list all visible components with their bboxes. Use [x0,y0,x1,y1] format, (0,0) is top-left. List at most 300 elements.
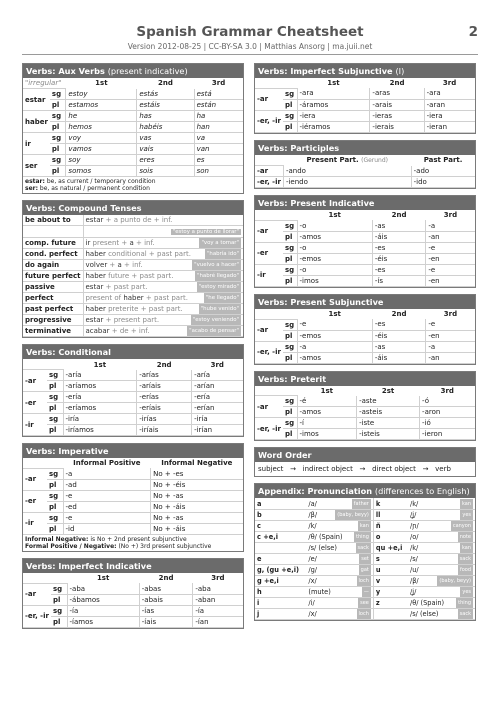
table-row [23,425,243,436]
example-word: loch [358,577,369,584]
sound-cell [408,597,475,608]
column-header: 2nd [391,211,407,220]
formula-part: inf. [161,216,173,225]
table-row [23,166,243,177]
page-header [22,24,478,56]
phoneme: /ɡ/ [308,565,318,574]
pronunciation-table [255,498,475,620]
letter-cell: ñ [373,520,408,531]
example-word: father [353,500,369,507]
column-header: 1st [320,386,333,395]
formula-part: + de + inf. [109,327,150,336]
phoneme: /β/ [409,576,419,585]
row-group-label: -ar [255,88,283,110]
number-label: sg [283,319,297,330]
number-label: sg [50,133,66,144]
column-header: Present Part. (Gerund) [306,155,389,164]
formula-part: a [129,239,134,248]
section-title: Verbs: Imperative [23,444,243,458]
letter-cell [255,542,306,553]
conjugation-cell: -é [297,396,357,407]
example-cell [83,226,243,238]
row-group-label: -er, -ir [255,341,283,363]
table-row [255,597,475,608]
conditional-body [23,370,243,436]
number-label: pl [283,253,297,264]
phoneme: /s/ (else) [308,543,337,552]
conjugation-cell: -ería [63,392,137,403]
formula-part: + past part. [103,283,148,292]
table-row [255,509,475,520]
participle-cell: -iendo [283,177,411,188]
conjugation-cell: -abas [139,583,193,594]
formula-part: estar [85,316,104,325]
table-row [23,260,243,271]
present-subjunctive-table [255,309,475,364]
letter-cell: g, (gu +e,i) [255,564,306,575]
number-label: sg [51,605,67,616]
tense-name: future perfect [23,271,83,282]
number-label: sg [50,155,66,166]
participle-cell: -ando [283,166,411,177]
letter-cell: o [373,531,408,542]
formula-part: conditional + past part. [105,250,191,259]
example-word: (baby, beyy) [337,511,369,518]
row-group-label: -er, -ir [255,110,283,132]
number-label: sg [283,88,297,99]
section-title: Word Order [255,448,475,462]
conjugation-cell: -aron [420,407,475,418]
conjugation-cell: eres [137,155,194,166]
conjugation-cell: -abais [139,594,193,605]
conjugation-cell: -aba [193,583,243,594]
table-row [23,271,243,282]
row-group-label: -er [255,242,283,264]
sound-cell [306,575,373,586]
sound-cell [306,520,373,531]
imperative-section [22,443,244,552]
table-row [255,220,475,231]
tense-name: past perfect [23,304,83,315]
example-word: thing [458,599,471,606]
formula-part: future + past part. [105,272,174,281]
sound-cell [306,608,373,619]
number-label: sg [47,370,63,381]
formula-part: ir [85,239,91,248]
conjugation-cell: No + -as [151,512,243,523]
row-group-label: -er [23,392,47,414]
formula-part: a [117,261,122,270]
example-badge: "vuelvo a hacer" [194,262,239,269]
conjugation-cell: -o [297,220,372,231]
conjugation-cell: -es [372,242,425,253]
conjugation-cell: -e [426,242,475,253]
example-badge: "habré llegado" [197,273,239,280]
phoneme: /β/ [308,510,318,519]
example-word: (baby, beyy) [439,577,471,584]
letter-cell: v [373,575,408,586]
sound-cell [408,553,475,564]
conjugation-cell: estoy [66,89,137,100]
table-row [23,315,243,326]
imperfect-indicative-section [22,558,244,629]
example-word: sack [459,610,471,617]
number-label: pl [47,479,63,490]
row-group-label: -er, -ir [255,177,283,188]
table-row [255,498,475,509]
number-label: pl [283,352,297,363]
row-group-label: ir [23,133,50,155]
conjugation-cell: -aría [192,370,243,381]
formula-part: volver [85,261,108,270]
conjugation-cell: es [194,155,243,166]
table-row [255,231,475,242]
sound-cell [306,597,373,608]
example-word: see [360,599,369,606]
table-row [23,616,243,627]
conjugation-cell: -áis [372,231,425,242]
table-row [255,264,475,275]
table-row [23,89,243,100]
letter-cell: qu +e,i [373,542,408,553]
conjugation-cell: -íais [139,616,193,627]
header-divider [22,54,478,55]
conjugation-cell: -í [297,418,357,429]
conjugation-cell: -o [297,264,372,275]
conjugation-cell: -irías [137,414,192,425]
conjugation-cell: -aríamos [63,381,137,392]
conjugation-cell: -id [63,523,151,534]
conjugation-cell: -a [297,341,372,352]
tense-name: progressive [23,315,83,326]
table-row [23,414,243,425]
column-header: Past Part. [423,156,463,165]
conjugation-cell: -ías [139,605,193,616]
formula-part: + present part. [103,316,160,325]
table-row [255,88,475,99]
conjugation-cell: No + -es [151,468,243,479]
table-row [23,249,243,260]
conjugation-cell: -an [426,231,475,242]
example-word: yes [462,511,471,518]
tense-formula [83,293,243,304]
conjugation-cell: he [66,111,137,122]
table-row [23,501,243,512]
conjugation-cell: -eríamos [63,403,137,414]
formula-part: + [107,261,118,270]
column-header: 3rd [211,574,225,583]
section-title: Verbs: Preterit [255,372,475,386]
tense-name: terminative [23,326,83,337]
row-group-label: -ar [23,468,47,490]
phoneme: (mute) [308,587,331,596]
present-indicative-table [255,210,475,287]
table-row [23,133,243,144]
conjugation-cell: -emos [297,330,372,341]
present-subjunctive-section [254,294,476,365]
letter-cell: ll [373,509,408,520]
conjugation-cell: -e [63,512,151,523]
letter-cell: k [373,498,408,509]
example-badge: "hube venido" [200,306,239,313]
conjugation-cell: vamos [66,144,137,155]
conjugation-cell: -ieras [370,110,424,121]
table-row [23,392,243,403]
number-label: pl [47,403,63,414]
conjugation-cell: -iera [424,110,475,121]
phoneme: /ɲ/ [409,521,419,530]
conjugation-cell: -a [63,468,151,479]
tense-formula [83,215,243,226]
conjugation-cell: -ería [192,392,243,403]
section-title: Verbs: Present Indicative [255,196,475,210]
conjugation-cell: -ía [193,605,243,616]
number-label: pl [50,122,66,133]
sound-cell [408,531,475,542]
phoneme: /k/ [409,543,419,552]
conjugation-cell: -amos [297,407,357,418]
conjugation-cell: -ís [372,275,425,286]
column-header: 2nd [158,79,173,88]
aux-verbs-body [23,89,243,177]
table-row [23,215,243,226]
tense-formula [83,260,243,271]
table-row [255,396,475,407]
conjugation-cell: son [194,166,243,177]
number-label: sg [283,242,297,253]
conjugation-cell: vas [137,133,194,144]
column-header: 3rd [440,386,454,395]
conjugation-cell: -asteis [357,407,420,418]
table-row [255,275,475,286]
conjugation-cell: -aste [357,396,420,407]
letter-cell: b [255,509,306,520]
conjugation-cell: -aría [63,370,137,381]
conjugation-cell: -eríais [137,403,192,414]
conjugation-cell: -iste [357,418,420,429]
section-title: Verbs: Conditional [23,345,243,359]
table-row [23,605,243,616]
conjugation-cell: -imos [297,429,357,440]
conjugation-cell: -arías [137,370,192,381]
conjugation-cell: -iríamos [63,425,137,436]
tense-formula [83,315,243,326]
conjugation-cell: has [137,111,194,122]
conjugation-cell: han [194,122,243,133]
table-row [255,319,475,330]
conjugation-cell: -imos [297,275,372,286]
letter-cell: y [373,586,408,597]
letter-cell: a [255,498,306,509]
left-column [22,63,244,635]
column-header: 3rd [443,309,458,318]
row-group-label: ser [23,155,50,177]
number-label: sg [283,110,297,121]
example-badge: "habría ido" [206,251,239,258]
column-header: 1st [327,79,340,88]
column-header: 2nd [158,574,174,583]
conjugation-cell: -ad [63,479,151,490]
pronunciation-section [254,483,476,621]
table-row [255,177,475,188]
example-badge: "acabo de pensar" [189,328,239,335]
conjugation-cell: -amos [297,352,372,363]
row-group-label: -ir [23,512,47,534]
table-row [23,326,243,337]
table-row [255,341,475,352]
imperative-body [23,468,243,534]
conjugation-cell: -iría [192,414,243,425]
conjugation-cell: vais [137,144,194,155]
conjugation-cell: -en [426,275,475,286]
conjugation-cell: -ábamos [67,594,139,605]
sound-cell [306,498,373,509]
letter-cell: z [373,597,408,608]
formula-part: acabar [85,327,110,336]
table-row [23,490,243,501]
table-row [23,238,243,249]
participles-body [255,166,475,188]
letter-cell: c +e,i [255,531,306,542]
word-order-sequence: subject → indirect object → direct object → verb [258,465,451,474]
row-group-label: -ar [255,166,283,177]
conjugation-cell: -iéramos [297,121,370,132]
conjugation-cell: -erías [137,392,192,403]
column-header: 3rd [443,211,458,220]
phoneme: /e/ [308,554,317,563]
conjugation-cell: -ían [193,616,243,627]
compound-tenses-table [23,215,243,337]
participles-table [255,155,475,189]
preterit-body [255,396,475,440]
tense-name: perfect [23,293,83,304]
conjugation-cell: -éis [372,253,425,264]
column-header: 3rd [442,79,457,88]
conjugation-cell: -áramos [297,99,370,110]
present-indicative-body [255,220,475,286]
table-row [255,575,475,586]
conjugation-cell: sois [137,166,194,177]
number-label: sg [47,414,63,425]
number-label: sg [283,264,297,275]
table-row [255,330,475,341]
tense-formula [83,271,243,282]
number-label: pl [47,425,63,436]
imperfect-subjunctive-section [254,63,476,134]
conjugation-cell: -isteis [357,429,420,440]
letter-cell: h [255,586,306,597]
formula-part: haber [123,294,144,303]
number-label: pl [47,381,63,392]
phoneme: /θ/ (Spain) [409,598,445,607]
column-header: 1st [328,211,341,220]
number-label: sg [50,111,66,122]
conjugation-cell: -emos [297,253,372,264]
sound-cell [306,509,373,520]
aux-verbs-section [22,63,244,194]
number-label: pl [283,121,297,132]
number-label: sg [283,396,297,407]
phoneme: /i/ [308,598,315,607]
row-group-label: -ar [23,583,51,605]
phoneme: /a/ [308,499,317,508]
conditional-section [22,344,244,437]
sound-cell [408,608,475,619]
table-row [255,542,475,553]
table-row [255,242,475,253]
conjugation-cell: van [194,144,243,155]
formula-part: present of [85,294,124,303]
tense-name: comp. future [23,238,83,249]
sound-cell [306,531,373,542]
conjugation-cell: soy [66,155,137,166]
phoneme: /ʝ/ [409,587,417,596]
number-label: sg [47,468,63,479]
phoneme: /s/ [409,554,418,563]
number-label: pl [51,594,67,605]
conjugation-cell: -a [426,341,475,352]
table-row [23,155,243,166]
conjugation-cell: -ara [297,88,370,99]
number-label: pl [50,100,66,111]
example-word: kan [461,500,471,507]
phoneme: /k/ [409,499,419,508]
conjugation-cell: estáis [137,100,194,111]
row-group-label: -ir [23,414,47,436]
sound-cell [306,586,373,597]
table-row [255,531,475,542]
conjugation-cell: -ía [67,605,139,616]
letter-cell: u [373,564,408,575]
aux-verbs-table [23,78,243,177]
conjugation-cell: -es [372,264,425,275]
conjugation-cell: -áis [372,352,425,363]
conjugation-cell: -erían [192,403,243,414]
conjugation-cell: -aríais [137,381,192,392]
participle-cell: -ido [411,177,475,188]
table-row [255,407,475,418]
number-label: sg [47,392,63,403]
number-label: pl [47,523,63,534]
conjugation-cell: -en [426,253,475,264]
tense-formula [83,282,243,293]
example-badge: "estoy a punto de llorar" [172,229,239,236]
section-title: Verbs: Present Subjunctive [255,295,475,309]
compound-tenses-section [22,200,244,338]
conjugation-cell: -es [372,319,425,330]
formula-part: estar [85,216,104,225]
column-header: 3rd [211,79,226,88]
phoneme: /o/ [409,532,419,541]
number-label: pl [283,231,297,242]
row-group-label: haber [23,111,50,133]
table-row [255,429,475,440]
number-label: pl [283,330,297,341]
sound-cell [408,520,475,531]
sound-cell [408,575,475,586]
table-row [23,583,243,594]
conjugation-cell: -irían [192,425,243,436]
example-word: yes [462,588,471,595]
example-badge: "voy a tomar" [201,240,239,247]
sound-cell [408,586,475,597]
table-row [23,512,243,523]
sound-cell [408,542,475,553]
table-row [255,418,475,429]
sound-cell [408,564,475,575]
participle-cell: -ado [411,166,475,177]
sound-cell [408,509,475,520]
